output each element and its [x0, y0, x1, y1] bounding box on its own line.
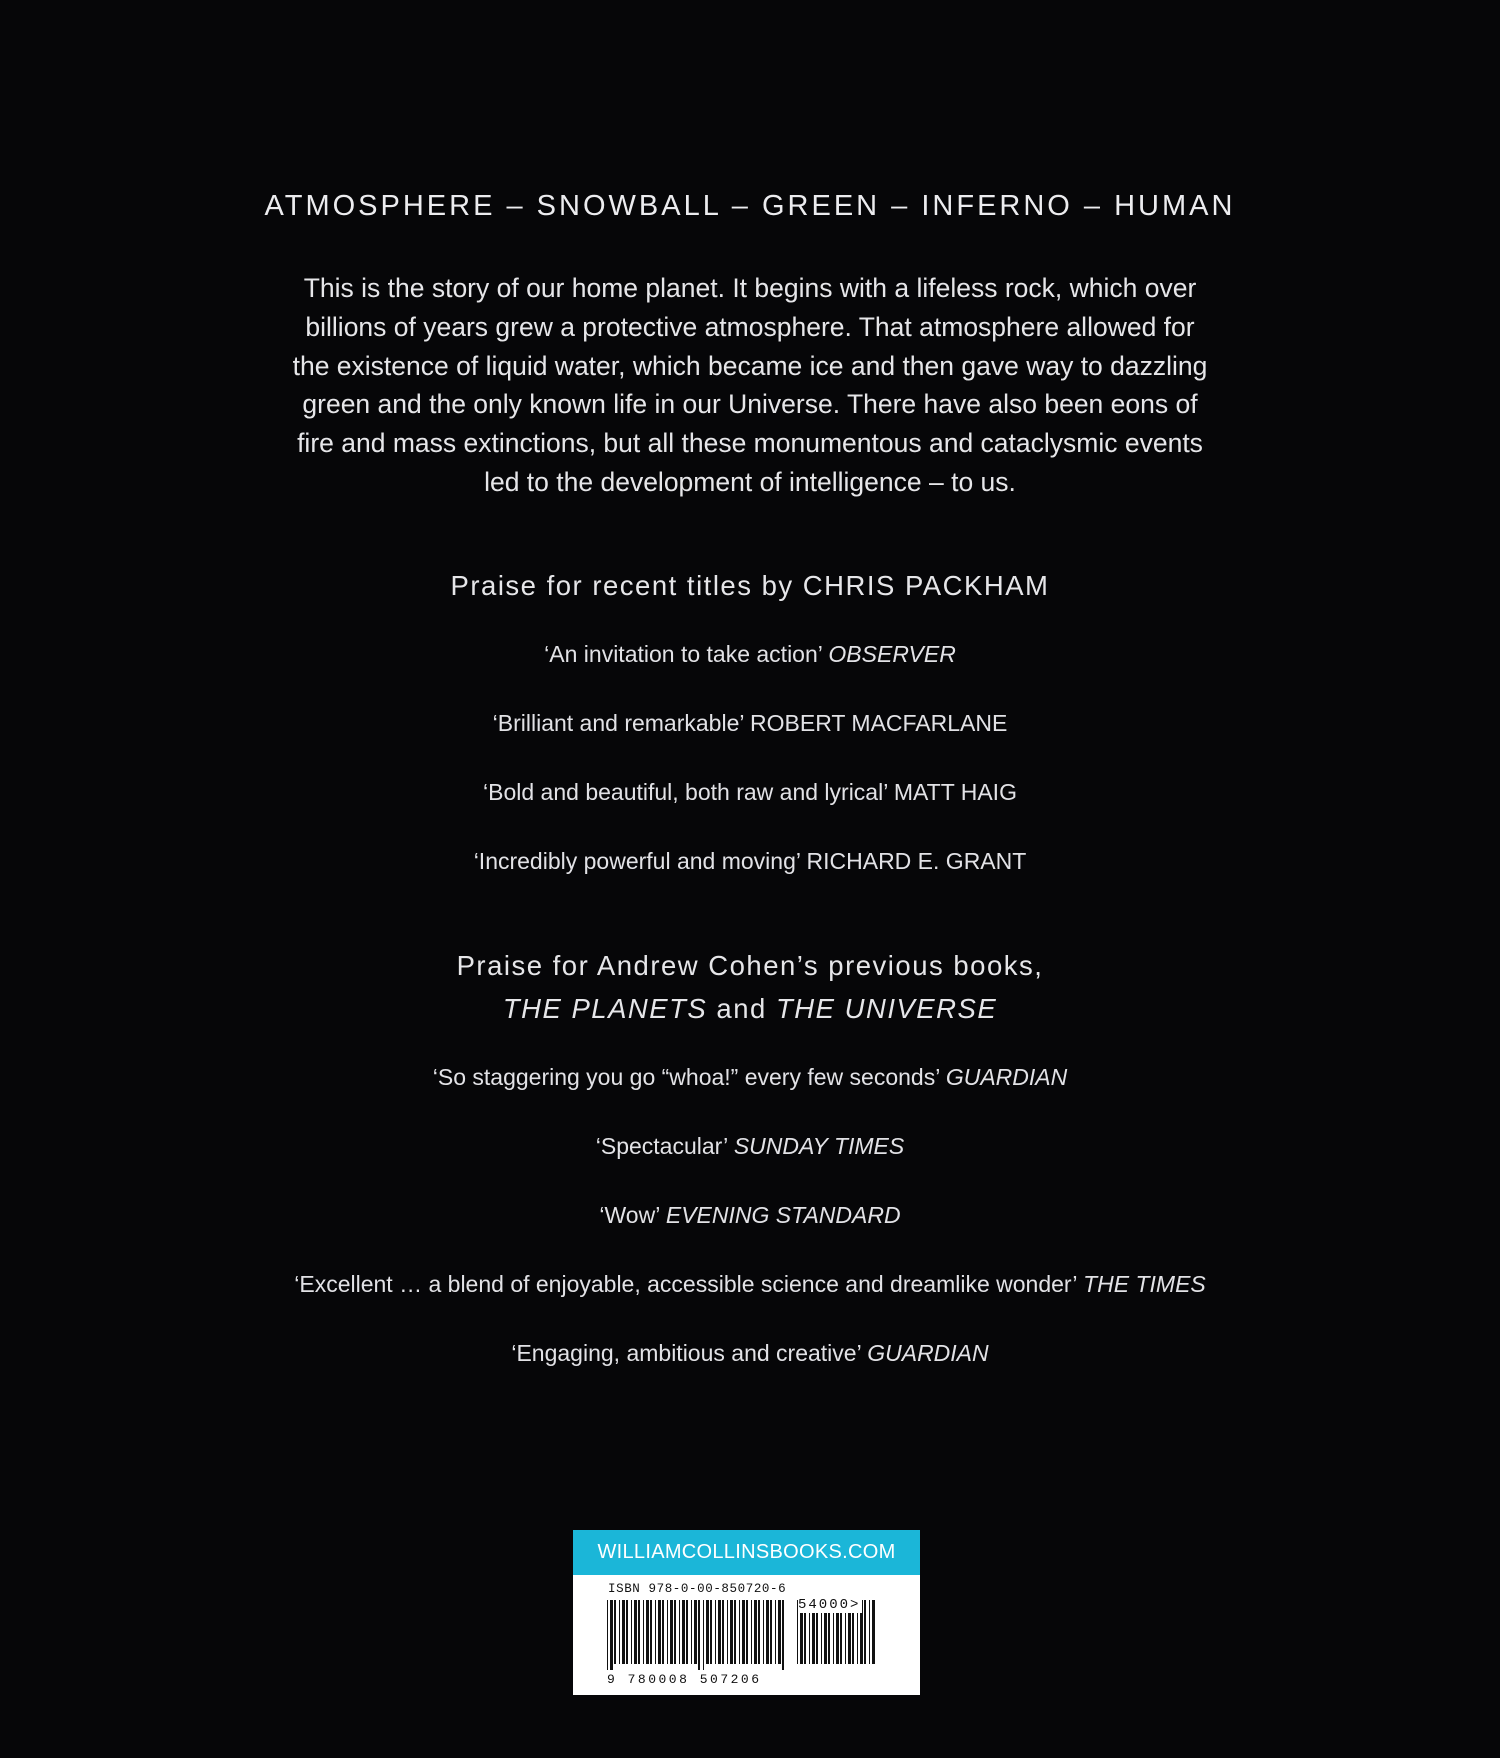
barcode-bar: [706, 1600, 709, 1664]
barcode-bar: [864, 1600, 866, 1664]
barcode-bar: [674, 1600, 676, 1664]
book-title: THE UNIVERSE: [775, 993, 998, 1024]
praise-quote: [0, 1340, 1500, 1367]
barcode-bar: [869, 1600, 870, 1664]
praise-quote: [0, 1271, 1500, 1298]
ean-barcode: [605, 1600, 787, 1672]
blurb-line: This is the story of our home planet. It begins with a lifeless rock, which over: [303, 273, 1197, 303]
barcode-panel: [573, 1530, 920, 1695]
barcode-bar: [679, 1600, 680, 1664]
quote-text: ‘Spectacular’: [595, 1133, 734, 1159]
barcode-bar: [655, 1600, 656, 1664]
barcode-bar: [670, 1600, 673, 1664]
barcode-bar: [754, 1600, 757, 1664]
ean-digits: 9 780008 507206: [607, 1672, 762, 1687]
praise-quote: [0, 1064, 1500, 1091]
barcode-bar: [686, 1600, 688, 1664]
blurb-line: green and the only known life in our Universe. There have also been eons of: [302, 389, 1198, 420]
book-blurb: [260, 269, 1240, 502]
barcode-bar: [751, 1600, 752, 1664]
publisher-website-band: WILLIAMCOLLINSBOOKS.COM: [573, 1530, 920, 1575]
quote-source: GUARDIAN: [867, 1340, 989, 1366]
barcode-bar: [682, 1600, 685, 1664]
barcode-bar: [646, 1600, 649, 1664]
quote-text: ‘Engaging, ambitious and creative’: [511, 1340, 868, 1366]
barcode-bar: [622, 1600, 625, 1664]
barcode-bar: [619, 1600, 620, 1664]
quote-source: OBSERVER: [828, 641, 956, 667]
barcode-bar: [766, 1600, 769, 1664]
praise-heading-titles: [0, 987, 1500, 1030]
blurb-line: fire and mass extinctions, but all these monumentous and cataclysmic events: [297, 428, 1203, 459]
price-code: [798, 1597, 862, 1613]
barcode-bar: [634, 1600, 637, 1664]
blurb-line: the existence of liquid water, which became ice and then gave way to dazzling: [292, 350, 1208, 381]
barcode-bar: [739, 1600, 740, 1664]
barcode-bar: [742, 1600, 745, 1664]
quote-source: SUNDAY TIMES: [733, 1133, 905, 1159]
praise-quote: [0, 779, 1500, 806]
quote-text: ‘Incredibly powerful and moving’: [473, 848, 807, 874]
barcode-bar: [614, 1600, 616, 1664]
quote-text: ‘Excellent … a blend of enjoyable, accessible science and dreamlike wonder’: [294, 1271, 1084, 1297]
barcode-bar: [694, 1600, 697, 1664]
barcode-bar: [746, 1600, 748, 1664]
barcode-bar: [626, 1600, 628, 1664]
praise-quote: [0, 641, 1500, 668]
barcode-bar: [650, 1600, 652, 1664]
barcode-bar: [610, 1600, 613, 1670]
isbn-label: ISBN 978-0-00-850720-6: [608, 1582, 787, 1596]
barcode-bar: [718, 1600, 721, 1664]
barcode-bar: [710, 1600, 712, 1664]
quote-source: ROBERT MACFARLANE: [750, 710, 1008, 736]
chapter-stages-line: ATMOSPHERE – SNOWBALL – GREEN – INFERNO – HUMAN: [264, 190, 1236, 222]
praise-heading-packham: Praise for recent titles by CHRIS PACKHAM: [450, 570, 1050, 601]
quote-source: EVENING STANDARD: [665, 1202, 901, 1228]
barcode-bar: [607, 1600, 608, 1670]
conjunction: and: [707, 993, 776, 1024]
praise-quote: [0, 1133, 1500, 1160]
praise-heading-line: Praise for Andrew Cohen’s previous books,: [456, 950, 1044, 981]
praise-quote: [0, 710, 1500, 737]
praise-heading-cohen: [0, 944, 1500, 1030]
barcode-bar: [763, 1600, 764, 1664]
blurb-line: billions of years grew a protective atmosphere. That atmosphere allowed for: [305, 311, 1195, 342]
barcode-bar: [643, 1600, 644, 1664]
barcode-bar: [778, 1600, 781, 1664]
barcode-bar: [658, 1600, 661, 1664]
barcode-bar: [631, 1600, 632, 1664]
praise-quote: [0, 848, 1500, 875]
barcode-bar: [691, 1600, 692, 1664]
barcode-bar: [734, 1600, 736, 1664]
price-code-arrow: >: [850, 1597, 861, 1613]
quote-source: MATT HAIG: [893, 779, 1017, 805]
barcode-bar: [698, 1600, 700, 1670]
barcode-bar: [638, 1600, 640, 1664]
barcode-bar: [703, 1600, 704, 1670]
book-title: THE PLANETS: [502, 993, 708, 1024]
price-code-digits: 54000: [798, 1597, 851, 1613]
barcode-bar: [667, 1600, 668, 1664]
barcode-bar: [722, 1600, 724, 1664]
praise-quote: [0, 1202, 1500, 1229]
quote-text: ‘Bold and beautiful, both raw and lyrical’: [483, 779, 894, 805]
barcode-bar: [662, 1600, 664, 1664]
quote-text: ‘An invitation to take action’: [544, 641, 829, 667]
barcode-bar: [775, 1600, 776, 1664]
barcode-bar: [782, 1600, 784, 1670]
barcode-bar: [727, 1600, 728, 1664]
barcode-bar: [715, 1600, 716, 1664]
barcode-bar: [730, 1600, 733, 1664]
barcode-bar: [872, 1600, 875, 1664]
quote-source: GUARDIAN: [945, 1064, 1068, 1090]
quote-text: ‘So staggering you go “whoa!” every few seconds’: [432, 1064, 946, 1090]
quote-text: ‘Brilliant and remarkable’: [492, 710, 751, 736]
barcode-bar: [770, 1600, 772, 1664]
quote-text: ‘Wow’: [599, 1202, 666, 1228]
quote-source: RICHARD E. GRANT: [806, 848, 1027, 874]
blurb-line: led to the development of intelligence – to us.: [484, 466, 1016, 497]
barcode-bar: [758, 1600, 760, 1664]
quote-source: THE TIMES: [1083, 1271, 1206, 1297]
